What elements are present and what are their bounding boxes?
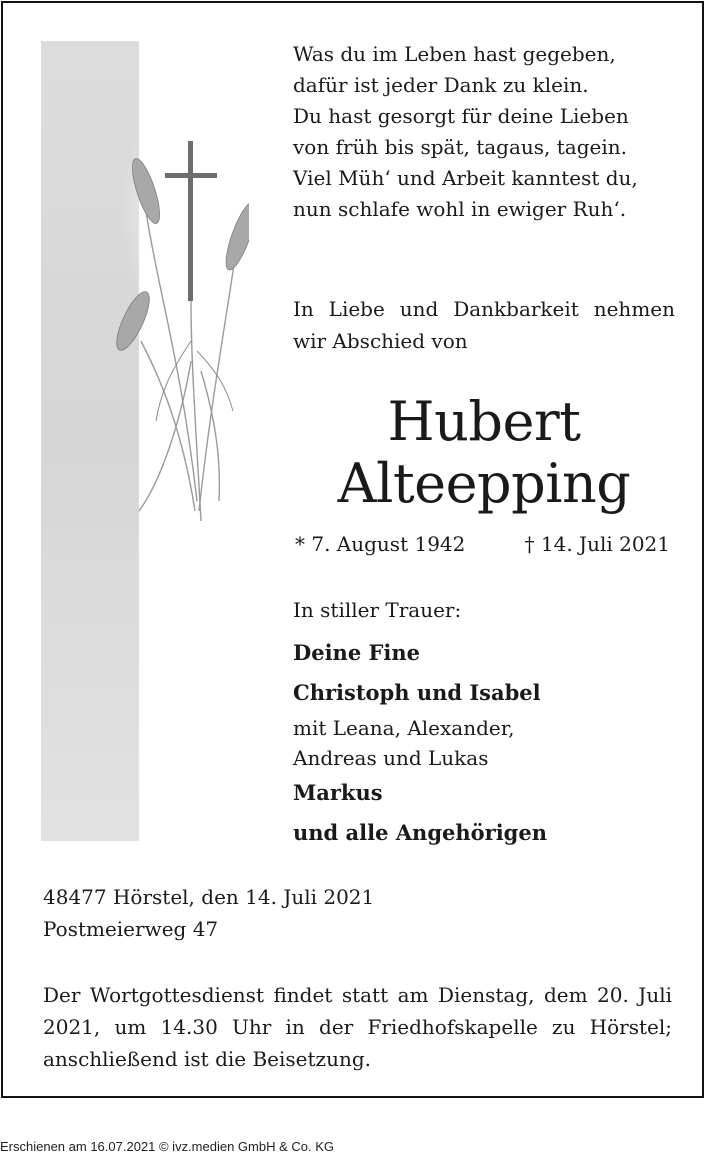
place-date: 48477 Hörstel, den 14. Juli 2021	[43, 885, 375, 909]
last-name: Alteepping	[337, 452, 631, 515]
mourner-markus: Markus	[293, 780, 383, 805]
service-info: Der Wortgottesdienst findet statt am Dienstag, dem 20. Juli 2021, um 14.30 Uhr in der Friedhofskapelle zu Hörstel; anschließend ist die Beisetzung.	[43, 983, 672, 1071]
intro-word: nehmen	[593, 297, 675, 321]
poem-line: Was du im Leben hast gegeben,	[293, 42, 616, 66]
intro-word: und	[399, 297, 439, 321]
mourner-fine: Deine Fine	[293, 640, 421, 665]
notice-frame	[1, 1, 704, 1098]
mourners-heading: In stiller Trauer:	[293, 598, 462, 622]
deceased-name	[293, 391, 675, 515]
grandchildren-line-2: Andreas und Lukas	[293, 746, 489, 770]
mourners	[293, 595, 693, 853]
grandchildren-line-1: mit Leana, Alexander,	[293, 716, 515, 740]
intro-text	[293, 293, 675, 357]
birth-date: * 7. August 1942	[295, 532, 466, 556]
intro-word: Liebe	[328, 297, 385, 321]
poem-line: von früh bis spät, tagaus, tagein.	[293, 135, 628, 159]
intro-word: In	[293, 297, 314, 321]
address	[43, 881, 683, 945]
street: Postmeierweg 47	[43, 917, 219, 941]
intro-line-2: wir Abschied von	[293, 329, 468, 353]
death-date: † 14. Juli 2021	[524, 532, 670, 556]
poem-line: dafür ist jeder Dank zu klein.	[293, 73, 589, 97]
mourner-relatives: und alle Angehörigen	[293, 820, 547, 845]
mourner-christoph: Christoph und Isabel	[293, 680, 541, 705]
life-dates	[295, 532, 670, 556]
intro-line-1	[293, 293, 675, 325]
intro-word: Dankbarkeit	[453, 297, 579, 321]
cross-with-wheat-icon	[41, 41, 249, 841]
poem-line: Du hast gesorgt für deine Lieben	[293, 104, 629, 128]
publication-credit: Erschienen am 16.07.2021 © ivz.medien GmbH & Co. KG	[0, 1139, 335, 1154]
poem	[293, 39, 683, 225]
first-name: Hubert	[387, 390, 581, 453]
poem-line: Viel Müh‘ und Arbeit kanntest du,	[293, 166, 638, 190]
poem-line: nun schlafe wohl in ewiger Ruh‘.	[293, 197, 627, 221]
